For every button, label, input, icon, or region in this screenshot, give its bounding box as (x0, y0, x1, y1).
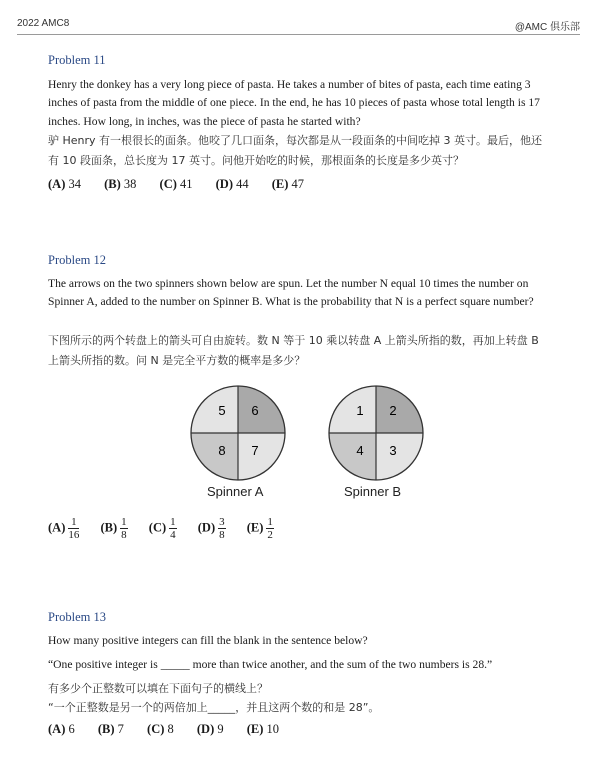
choice-d[interactable]: (D) 44 (215, 177, 249, 191)
problem-11-choices (48, 177, 324, 192)
problem-12-english: The arrows on the two spinners shown below are spun. Let the number N equal 10 times the number on Spinner A, added to the number on Spinner B. What is the probability that N is a perfect square number? (48, 277, 534, 309)
choice-b[interactable]: (B) 7 (97, 722, 124, 736)
page-header (17, 18, 580, 34)
spinner-b-number: 1 (356, 403, 364, 418)
spinner-a-quadrant-bottom-right (238, 433, 285, 480)
spinner-b-number: 3 (389, 443, 397, 458)
choice-e[interactable]: (E) 10 (246, 722, 280, 736)
choice-e[interactable]: (E) 47 (271, 177, 305, 191)
problem-12-choices (48, 516, 292, 541)
spinner-b-quadrant-top-right (376, 386, 423, 433)
spinner-a-number: 5 (218, 403, 226, 418)
spinner-a (189, 384, 287, 482)
problem-13-choices (48, 722, 299, 737)
choice-a[interactable]: (A) 34 (48, 177, 81, 191)
choice-b[interactable]: (B) 38 (104, 177, 137, 191)
header-right: @AMC 俱乐部 (514, 22, 580, 33)
header-left: 2022 AMC8 (17, 18, 70, 29)
spinner-a-quadrant-top-right (238, 386, 285, 433)
problem-12-chinese: 下图所示的两个转盘上的箭头可自由旋转。数 N 等于 10 乘以转盘 A 上箭头所指的数，再加上转盘 B 上箭头所指的数。问 N 是完全平方数的概率是多少？ (48, 334, 539, 367)
choice-a[interactable]: (A) $\frac{1}{16}$ (48, 516, 80, 541)
problem-13-english-sentence: “One positive integer is _____ more than twice another, and the sum of the two numbers is 28.” (48, 658, 493, 671)
problem-13-chinese-sentence: “一个正整数是另一个的两倍加上_____，并且这两个数的和是 28”。 (48, 701, 380, 714)
spinner-a-number: 6 (251, 403, 259, 418)
problem-11-title: Problem 11 (48, 53, 106, 67)
choice-c[interactable]: (C) 41 (159, 177, 193, 191)
problem-13-chinese-question: 有多少个正整数可以填在下面句子的横线上？ (48, 682, 268, 695)
spinner-b-quadrant-top-left (329, 386, 376, 433)
choice-c[interactable]: (C) 8 (147, 722, 174, 736)
choice-a[interactable]: (A) 6 (48, 722, 75, 736)
spinner-a-quadrant-top-left (191, 386, 238, 433)
spinner-b-quadrant-bottom-right (376, 433, 423, 480)
spinner-a-number: 7 (251, 443, 259, 458)
choice-d[interactable]: (D) $\frac{3}{8}$ (197, 516, 225, 541)
spinner-b-number: 2 (389, 403, 397, 418)
spinner-a-quadrant-bottom-left (191, 433, 238, 480)
choice-d[interactable]: (D) 9 (196, 722, 224, 736)
choice-c[interactable]: (C) $\frac{1}{4}$ (148, 516, 176, 541)
spinner-b-quadrant-bottom-left (329, 433, 376, 480)
spinner-a-number: 8 (218, 443, 226, 458)
problem-12-title: Problem 12 (48, 253, 106, 267)
spinner-b-number: 4 (356, 443, 364, 458)
choice-e[interactable]: (E) $\frac{1}{2}$ (246, 516, 273, 541)
problem-11-english: Henry the donkey has a very long piece of pasta. He takes a number of bites of pasta, each time eating 3 inches of pasta from the middle of one piece. In the end, he has 10 pieces of pasta whose total length is 17 inches. How long, in inches, was the piece of pasta he started with? (48, 78, 540, 128)
problem-11-chinese: 驴 Henry 有一根很长的面条。他咬了几口面条，每次都是从一段面条的中间吃掉 3 英寸。最后，他还有 10 段面条，总长度为 17 英寸。问他开始吃的时候，那根面条的长度是多少英寸？ (48, 134, 543, 167)
header-divider (17, 34, 580, 35)
spinner-b (327, 384, 425, 482)
problem-13-title: Problem 13 (48, 610, 106, 624)
problem-13-english-question: How many positive integers can fill the blank in the sentence below? (48, 634, 368, 647)
spinner-b-label: Spinner B (344, 484, 402, 499)
spinner-a-label: Spinner A (207, 484, 264, 499)
choice-b[interactable]: (B) $\frac{1}{8}$ (100, 516, 127, 541)
